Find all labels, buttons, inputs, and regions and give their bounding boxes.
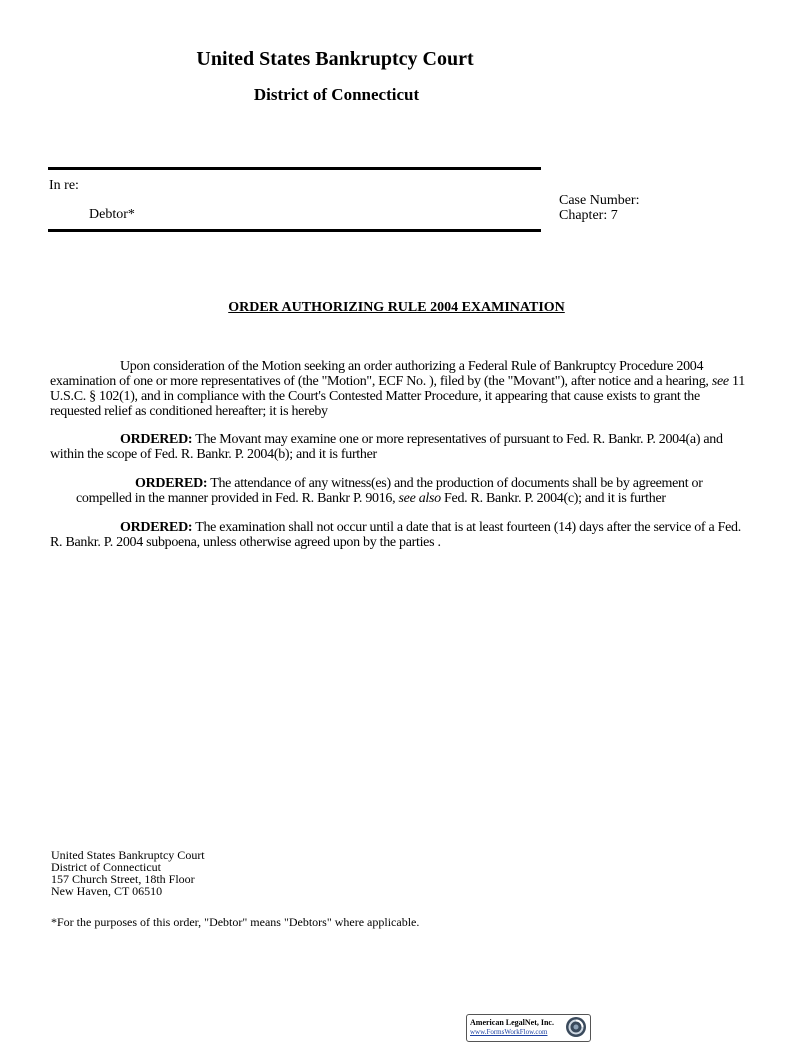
debtor-footnote: *For the purposes of this order, "Debtor" means "Debtors" where applicable. (51, 915, 420, 929)
caption-bottom-rule (48, 229, 541, 232)
in-re-label: In re: (49, 178, 79, 193)
district-title: District of Connecticut (253, 85, 420, 104)
debtor-label: Debtor* (89, 207, 135, 222)
paragraph-text: Upon consideration of the Motion seeking an order authorizing a Federal Rule of Bankruptcy Procedure 2004 examination of one or more representatives of (the "Motion", ECF No. ), filed by (the "Movant"), after notice and a hearing, (50, 359, 712, 389)
paragraph-text: The examination shall not occur until a date that is at least fourteen (14) days after the service of a Fed. R. Bankr. P. 2004 subpoena, unless otherwise agreed upon by the parties . (50, 520, 741, 550)
paragraph-text: Fed. R. Bankr. P. 2004(c); and it is further (440, 491, 666, 506)
order-paragraph-consideration (50, 359, 746, 419)
order-paragraph-timing (50, 520, 746, 550)
ordered-label: ORDERED: (120, 432, 193, 447)
paragraph-text: The Movant may examine one or more representatives of pursuant to Fed. R. Bankr. P. 2004(a) and within the scope of Fed. R. Bankr. P. 2004(b); and it is further (50, 432, 723, 462)
logo-company-name: American LegalNet, Inc. (470, 1018, 554, 1027)
court-title: United States Bankruptcy Court (196, 48, 474, 70)
ordered-label: ORDERED: (135, 476, 208, 491)
address-line: New Haven, CT 06510 (51, 884, 163, 898)
court-address (51, 849, 205, 897)
caption-top-rule (48, 167, 541, 170)
see-also-signal: see also (398, 491, 441, 506)
ordered-label: ORDERED: (120, 520, 193, 535)
order-paragraph-examine (50, 432, 746, 462)
address-line: District of Connecticut (51, 860, 161, 874)
chapter-label: Chapter: 7 (559, 208, 618, 223)
paragraph-text: The attendance of any witness(es) and the production of documents shall be by agreement or compelled in the manner provided in Fed. R. Bankr P. 9016, (76, 476, 703, 506)
address-line: United States Bankruptcy Court (51, 848, 205, 862)
order-paragraph-attendance (76, 476, 756, 506)
case-number-label: Case Number: (559, 193, 640, 208)
see-signal: see (711, 374, 729, 389)
logo-emblem-icon (565, 1016, 587, 1038)
legalnet-logo[interactable] (466, 1014, 591, 1042)
logo-url-link[interactable]: www.FormsWorkFlow.com (470, 1028, 548, 1036)
address-line: 157 Church Street, 18th Floor (51, 872, 195, 886)
paragraph-text: 11 U.S.C. § 102(1), and in compliance with the Court's Contested Matter Procedure, it appearing that cause exists to grant the requested relief as conditioned hereafter; it is hereby (50, 374, 745, 419)
order-title: ORDER AUTHORIZING RULE 2004 EXAMINATION (228, 300, 565, 315)
